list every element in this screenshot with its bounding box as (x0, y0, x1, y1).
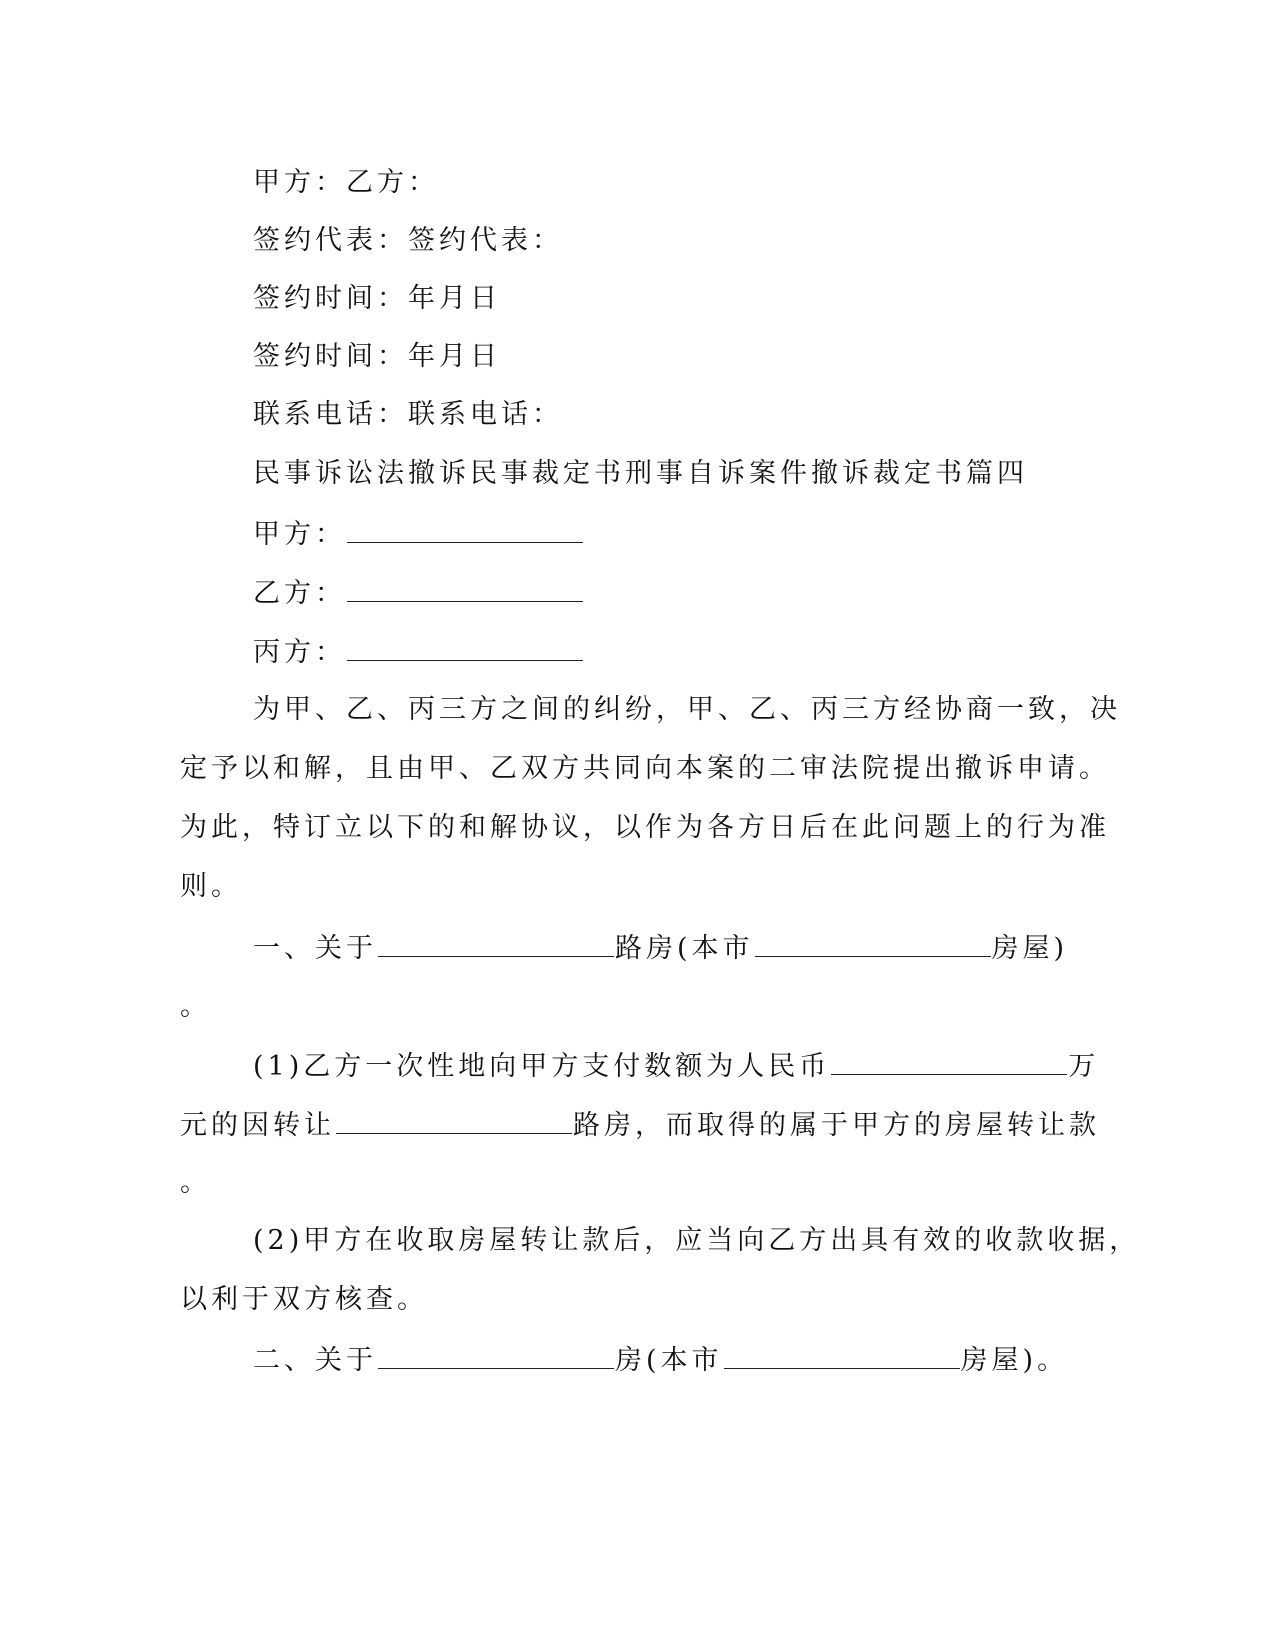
clause-one-end-line (180, 990, 211, 1024)
signing-time-line (253, 282, 501, 316)
period-text: 。 (180, 1167, 211, 1198)
amount-blank (831, 1048, 1067, 1075)
paragraph-text: 为甲、乙、丙三方之间的纠纷，甲、乙、丙三方经协商一致，决 (253, 694, 1121, 725)
paragraph-line (180, 752, 1110, 786)
item-one-unit: 万 (1068, 1051, 1100, 1082)
period-text: 。 (180, 991, 211, 1022)
paragraph-text: 定予以和解，且由甲、乙双方共同向本案的二审法院提出撤诉申请。 (180, 753, 1110, 784)
paragraph-line (253, 693, 1121, 727)
clause-two-label: 二、关于 (253, 1345, 377, 1376)
item-two-line (253, 1224, 1140, 1258)
party-b-blank (347, 575, 583, 602)
road-blank (378, 930, 614, 957)
signing-time-text: 签约时间：年月日 (253, 283, 501, 314)
party-a-label: 甲方： (253, 519, 346, 550)
party-a-line (253, 516, 584, 552)
item-one-line-2 (180, 1107, 1100, 1143)
item-two-text-2: 以利于双方核查。 (180, 1284, 428, 1315)
clause-one-text: 路房(本市 (615, 933, 754, 964)
party-text: 甲方：乙方： (253, 167, 439, 198)
item-one-text-3: 路房，而取得的属于甲方的房屋转让款 (573, 1110, 1100, 1141)
section-title (253, 457, 1028, 491)
item-two-text: (2)甲方在收取房屋转让款后，应当向乙方出具有效的收款收据， (253, 1225, 1141, 1256)
paragraph-line (180, 870, 242, 904)
clause-two-line (253, 1342, 1068, 1378)
clause-one-label: 一、关于 (253, 933, 377, 964)
item-one-text: (1)乙方一次性地向甲方支付数额为人民币 (253, 1051, 831, 1082)
clause-two-text-end: 房屋)。 (960, 1345, 1069, 1376)
item-two-line-2 (180, 1283, 428, 1317)
signing-rep-text: 签约代表：签约代表： (253, 225, 563, 256)
address-blank-2 (724, 1342, 960, 1369)
party-b-label: 乙方： (253, 578, 346, 609)
clause-one-text-end: 房屋) (991, 933, 1069, 964)
signing-time-line-2 (253, 340, 501, 374)
contact-phone-text: 联系电话：联系电话： (253, 399, 563, 430)
party-c-label: 丙方： (253, 637, 346, 668)
item-one-end-line (180, 1166, 211, 1200)
clause-two-text: 房(本市 (615, 1345, 723, 1376)
transfer-road-blank (336, 1107, 572, 1134)
party-b-line (253, 575, 584, 611)
house-blank (378, 1342, 614, 1369)
signing-time-text-2: 签约时间：年月日 (253, 341, 501, 372)
clause-one-line (253, 930, 1068, 966)
party-a-blank (347, 516, 583, 543)
paragraph-text: 则。 (180, 871, 242, 902)
address-blank (755, 930, 991, 957)
section-title-text: 民事诉讼法撤诉民事裁定书刑事自诉案件撤诉裁定书篇四 (253, 458, 1028, 489)
paragraph-line (180, 811, 1110, 845)
item-one-line (253, 1048, 1099, 1084)
party-c-line (253, 634, 584, 670)
signing-rep-line (253, 224, 563, 258)
party-c-blank (347, 634, 583, 661)
paragraph-text: 为此，特订立以下的和解协议，以作为各方日后在此问题上的行为准 (180, 812, 1110, 843)
party-line (253, 166, 439, 200)
contact-phone-line (253, 398, 563, 432)
item-one-text-2: 元的因转让 (180, 1110, 335, 1141)
